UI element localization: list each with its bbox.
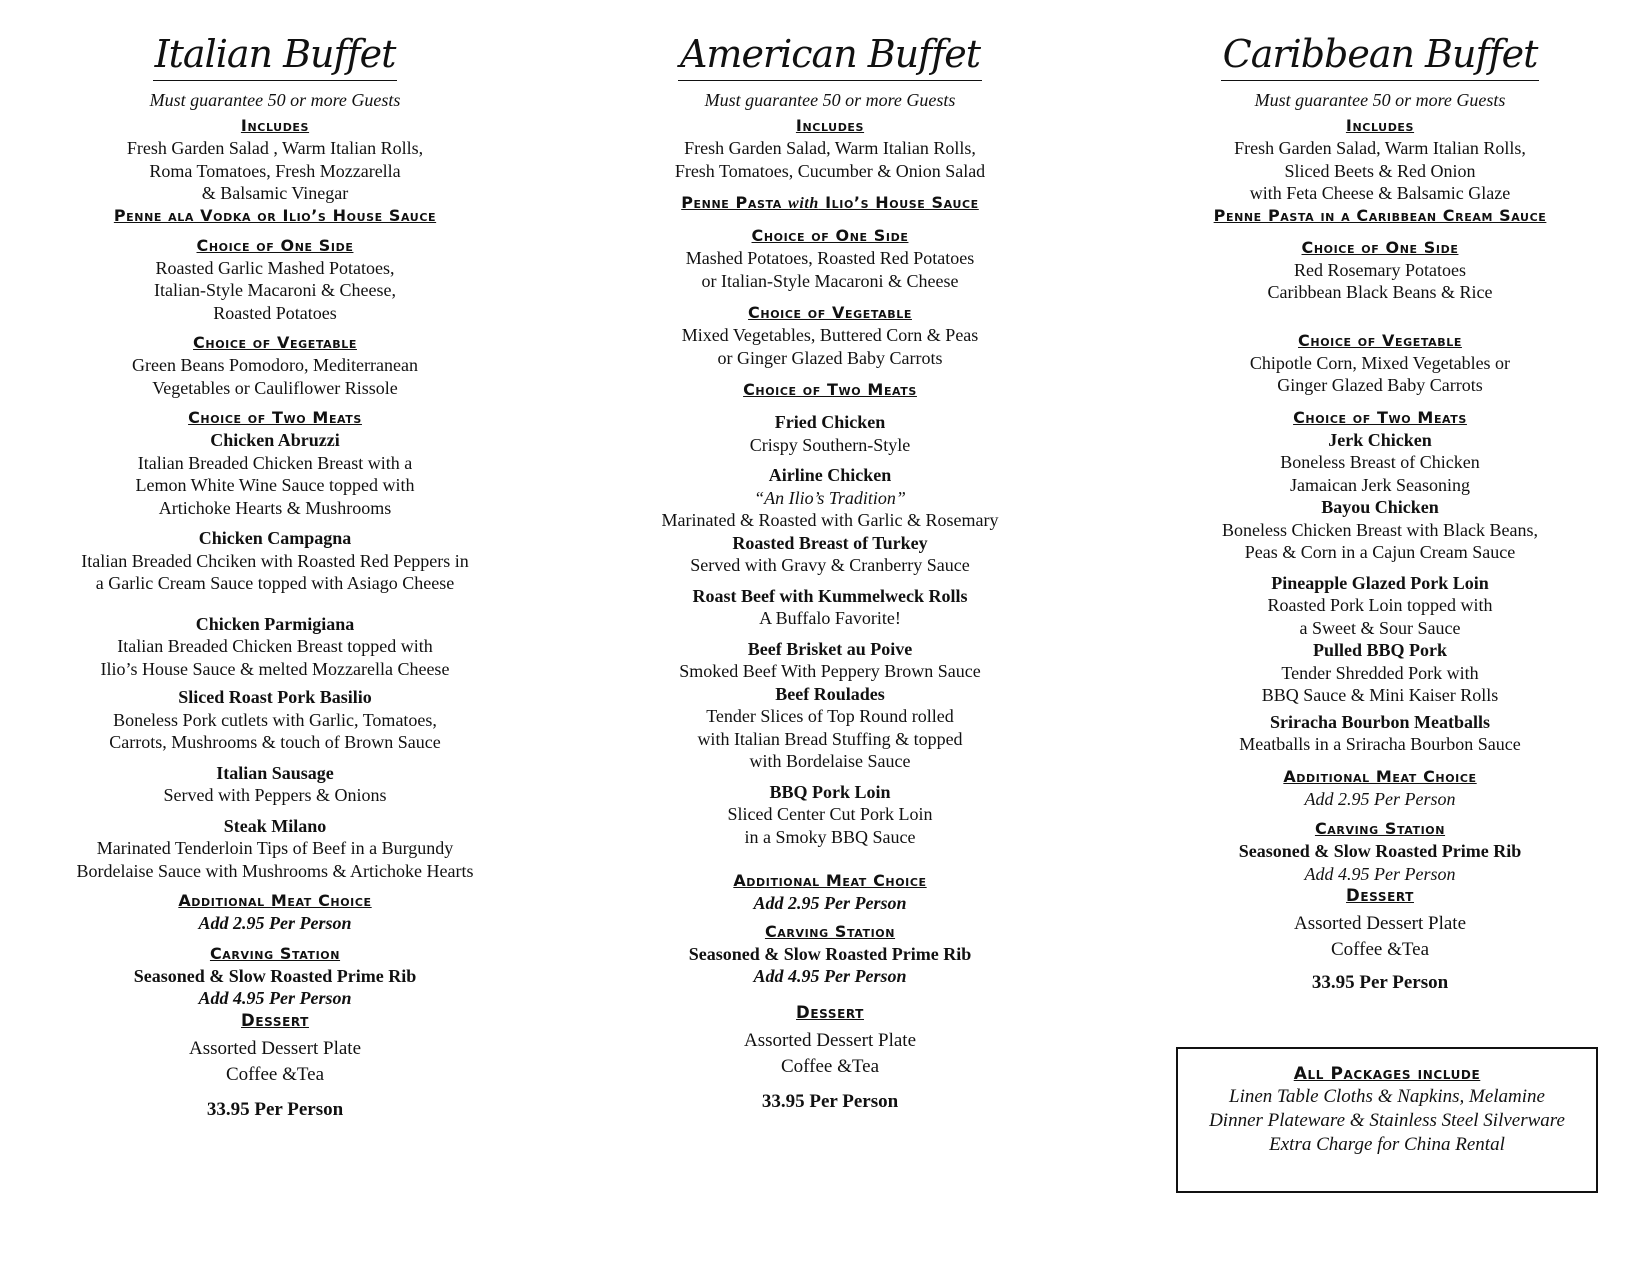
american-pasta-part: Ilio’s House Sauce xyxy=(818,193,979,212)
caribbean-meat-desc: Jamaican Jerk Seasoning xyxy=(1290,474,1470,495)
caribbean-veg-line: Ginger Glazed Baby Carrots xyxy=(1277,375,1483,395)
american-meat-desc: in a Smoky BBQ Sauce xyxy=(744,826,916,847)
caribbean-side-header: Choice of One Side xyxy=(1301,237,1459,257)
caribbean-includes-header: Includes xyxy=(1345,116,1415,135)
american-dessert-header: Dessert xyxy=(796,1002,864,1022)
caribbean-meat-desc: Roasted Pork Loin topped with xyxy=(1267,595,1493,615)
american-includes-line: Fresh Tomatoes, Cucumber & Onion Salad xyxy=(674,160,986,181)
caribbean-buffet-title: Caribbean Buffet xyxy=(1221,30,1540,81)
american-meat-name: BBQ Pork Loin xyxy=(769,781,891,802)
caribbean-veg-header: Choice of Vegetable xyxy=(1298,330,1462,350)
american-buffet-column xyxy=(580,0,1080,1114)
american-meat-name: Roast Beef with Kummelweck Rolls xyxy=(692,585,968,606)
caribbean-additional-header: Additional Meat Choice xyxy=(1283,766,1477,786)
caribbean-additional-price: Add 2.95 Per Person xyxy=(1304,788,1456,809)
caribbean-includes-line: Fresh Garden Salad, Warm Italian Rolls, xyxy=(1234,138,1526,158)
caribbean-side-line: Caribbean Black Beans & Rice xyxy=(1267,282,1493,302)
american-side-line: or Italian-Style Macaroni & Cheese xyxy=(701,270,959,291)
italian-price: 33.95 Per Person xyxy=(206,1098,344,1120)
italian-includes-line: Fresh Garden Salad , Warm Italian Rolls, xyxy=(126,138,424,158)
italian-pasta: Penne ala Vodka or Ilio’s House Sauce xyxy=(113,205,437,225)
american-meat-name: Beef Roulades xyxy=(775,683,885,704)
american-side-header: Choice of One Side xyxy=(751,226,909,245)
caribbean-meat-desc: Meatballs in a Sriracha Bourbon Sauce xyxy=(1239,734,1521,754)
american-pasta-part: Penne Pasta xyxy=(681,193,789,212)
american-side-line: Mashed Potatoes, Roasted Red Potatoes xyxy=(685,248,975,268)
american-guarantee: Must guarantee 50 or more Guests xyxy=(704,90,956,110)
american-carving-item: Seasoned & Slow Roasted Prime Rib xyxy=(688,943,972,964)
italian-meats-header: Choice of Two Meats xyxy=(188,408,362,427)
caribbean-guarantee: Must guarantee 50 or more Guests xyxy=(1254,90,1506,110)
italian-side-header: Choice of One Side xyxy=(196,235,354,255)
italian-meat-desc: Served with Peppers & Onions xyxy=(163,785,387,805)
italian-side-line: Italian-Style Macaroni & Cheese, xyxy=(154,280,396,300)
american-meat-desc: with Bordelaise Sauce xyxy=(749,751,911,771)
caribbean-carving-price: Add 4.95 Per Person xyxy=(1304,863,1456,884)
american-meat-name: Beef Brisket au Poive xyxy=(747,638,913,659)
italian-meat-desc: Ilio’s House Sauce & melted Mozzarella Cheese xyxy=(100,658,450,679)
italian-meat-desc: Artichoke Hearts & Mushrooms xyxy=(158,497,392,518)
caribbean-meat-desc: BBQ Sauce & Mini Kaiser Rolls xyxy=(1261,685,1499,705)
caribbean-dessert-item: Assorted Dessert Plate xyxy=(1293,913,1467,934)
american-meat-desc: A Buffalo Favorite! xyxy=(759,608,901,628)
packages-line: Dinner Plateware & Stainless Steel Silverware xyxy=(1209,1110,1565,1131)
italian-meat-name: Chicken Parmigiana xyxy=(195,613,355,634)
caribbean-meat-desc: Boneless Breast of Chicken xyxy=(1280,452,1480,472)
italian-meat-desc: Lemon White Wine Sauce topped with xyxy=(135,475,415,495)
caribbean-includes-line: with Feta Cheese & Balsamic Glaze xyxy=(1249,183,1511,203)
american-carving-header: Carving Station xyxy=(764,921,896,941)
american-additional-price: Add 2.95 Per Person xyxy=(753,893,907,913)
italian-veg-header: Choice of Vegetable xyxy=(193,333,357,352)
caribbean-carving-item: Seasoned & Slow Roasted Prime Rib xyxy=(1238,841,1522,861)
american-price: 33.95 Per Person xyxy=(761,1090,899,1112)
american-meat-desc: Tender Slices of Top Round rolled xyxy=(706,706,954,726)
italian-veg-line: Green Beans Pomodoro, Mediterranean xyxy=(132,355,418,375)
american-veg-line: Mixed Vegetables, Buttered Corn & Peas xyxy=(681,325,979,345)
american-meat-tagline: “An Ilio’s Tradition” xyxy=(754,487,906,508)
caribbean-price: 33.95 Per Person xyxy=(1311,972,1449,993)
caribbean-meat-name: Pineapple Glazed Pork Loin xyxy=(1271,572,1489,593)
italian-meat-name: Sliced Roast Pork Basilio xyxy=(178,687,372,707)
caribbean-meat-name: Sriracha Bourbon Meatballs xyxy=(1269,711,1490,732)
italian-includes-header: Includes xyxy=(240,116,310,135)
caribbean-meat-name: Bayou Chicken xyxy=(1321,497,1439,517)
italian-guarantee: Must guarantee 50 or more Guests xyxy=(149,90,401,110)
caribbean-meat-desc: Tender Shredded Pork with xyxy=(1281,662,1479,683)
italian-side-line: Roasted Potatoes xyxy=(213,302,337,323)
caribbean-pasta: Penne Pasta in a Caribbean Cream Sauce xyxy=(1213,205,1547,225)
american-additional-header: Additional Meat Choice xyxy=(733,871,927,890)
italian-carving-price: Add 4.95 Per Person xyxy=(198,988,352,1008)
italian-veg-line: Vegetables or Cauliflower Rissole xyxy=(152,377,398,398)
american-pasta xyxy=(580,192,1080,215)
italian-buffet-column xyxy=(30,0,520,1122)
italian-side-line: Roasted Garlic Mashed Potatoes, xyxy=(155,257,395,278)
caribbean-includes-line: Sliced Beets & Red Onion xyxy=(1284,160,1476,181)
italian-meat-desc: Italian Breaded Chciken with Roasted Red Peppers in xyxy=(81,550,469,571)
american-meat-desc: with Italian Bread Stuffing & topped xyxy=(697,728,963,749)
italian-meat-name: Italian Sausage xyxy=(216,762,334,783)
american-meat-desc: Sliced Center Cut Pork Loin xyxy=(727,804,933,824)
caribbean-dessert-item: Coffee &Tea xyxy=(1330,939,1430,960)
all-packages-box xyxy=(1176,1047,1598,1193)
american-dessert-item: Assorted Dessert Plate xyxy=(743,1029,917,1051)
american-veg-header: Choice of Vegetable xyxy=(748,303,912,322)
american-meat-name: Fried Chicken xyxy=(774,412,886,432)
american-meat-name: Roasted Breast of Turkey xyxy=(732,532,928,553)
italian-additional-header: Additional Meat Choice xyxy=(178,891,372,910)
caribbean-dessert-header: Dessert xyxy=(1346,886,1414,905)
american-includes-header: Includes xyxy=(795,116,865,135)
italian-carving-item: Seasoned & Slow Roasted Prime Rib xyxy=(133,965,417,986)
italian-meat-name: Chicken Campagna xyxy=(198,528,352,548)
caribbean-side-line: Red Rosemary Potatoes xyxy=(1294,259,1466,280)
packages-line: Extra Charge for China Rental xyxy=(1269,1134,1505,1155)
american-carving-price: Add 4.95 Per Person xyxy=(753,966,907,986)
american-meat-desc: Crispy Southern-Style xyxy=(749,434,911,455)
italian-meat-desc: Boneless Pork cutlets with Garlic, Tomatoes, xyxy=(113,709,437,730)
italian-dessert-header: Dessert xyxy=(241,1010,309,1030)
packages-header: All Packages include xyxy=(1293,1064,1481,1084)
italian-meat-desc: Marinated Tenderloin Tips of Beef in a Burgundy xyxy=(96,838,454,858)
italian-includes-line: & Balsamic Vinegar xyxy=(201,183,349,203)
packages-line: Linen Table Cloths & Napkins, Melamine xyxy=(1229,1086,1545,1107)
italian-additional-price: Add 2.95 Per Person xyxy=(198,913,352,933)
american-meats-header: Choice of Two Meats xyxy=(743,380,917,399)
italian-includes-line: Roma Tomatoes, Fresh Mozzarella xyxy=(149,160,401,181)
american-includes-line: Fresh Garden Salad, Warm Italian Rolls, xyxy=(684,138,976,158)
caribbean-meat-name: Pulled BBQ Pork xyxy=(1312,640,1447,660)
caribbean-meat-name: Jerk Chicken xyxy=(1328,429,1432,450)
italian-meat-desc: Carrots, Mushrooms & touch of Brown Sauce xyxy=(109,732,441,752)
american-veg-line: or Ginger Glazed Baby Carrots xyxy=(717,347,943,368)
american-dessert-item: Coffee &Tea xyxy=(780,1055,880,1077)
caribbean-meat-desc: Boneless Chicken Breast with Black Beans, xyxy=(1222,519,1538,540)
american-meat-desc: Served with Gravy & Cranberry Sauce xyxy=(690,555,970,575)
american-buffet-title: American Buffet xyxy=(678,30,982,81)
italian-buffet-title: Italian Buffet xyxy=(153,30,398,81)
american-meat-desc: Smoked Beef With Peppery Brown Sauce xyxy=(679,661,981,681)
caribbean-carving-header: Carving Station xyxy=(1314,819,1446,838)
american-pasta-with: with xyxy=(788,195,819,212)
italian-meat-desc: Italian Breaded Chicken Breast topped with xyxy=(117,636,433,656)
caribbean-buffet-column xyxy=(1130,0,1630,995)
italian-dessert-item: Assorted Dessert Plate xyxy=(188,1037,362,1059)
caribbean-veg-line: Chipotle Corn, Mixed Vegetables or xyxy=(1249,352,1511,373)
american-meat-desc: Marinated & Roasted with Garlic & Rosemary xyxy=(661,510,999,530)
italian-meat-name: Chicken Abruzzi xyxy=(210,430,340,450)
italian-meat-desc: Italian Breaded Chicken Breast with a xyxy=(137,452,413,473)
caribbean-meats-header: Choice of Two Meats xyxy=(1293,407,1467,427)
italian-meat-name: Steak Milano xyxy=(223,815,327,836)
caribbean-meat-desc: Peas & Corn in a Cajun Cream Sauce xyxy=(1244,542,1516,562)
italian-dessert-item: Coffee &Tea xyxy=(225,1063,325,1085)
american-meat-name: Airline Chicken xyxy=(768,465,892,485)
italian-meat-desc: a Garlic Cream Sauce topped with Asiago Cheese xyxy=(95,573,455,593)
italian-carving-header: Carving Station xyxy=(209,943,341,963)
italian-meat-desc: Bordelaise Sauce with Mushrooms & Artichoke Hearts xyxy=(76,860,474,881)
caribbean-meat-desc: a Sweet & Sour Sauce xyxy=(1299,617,1461,638)
